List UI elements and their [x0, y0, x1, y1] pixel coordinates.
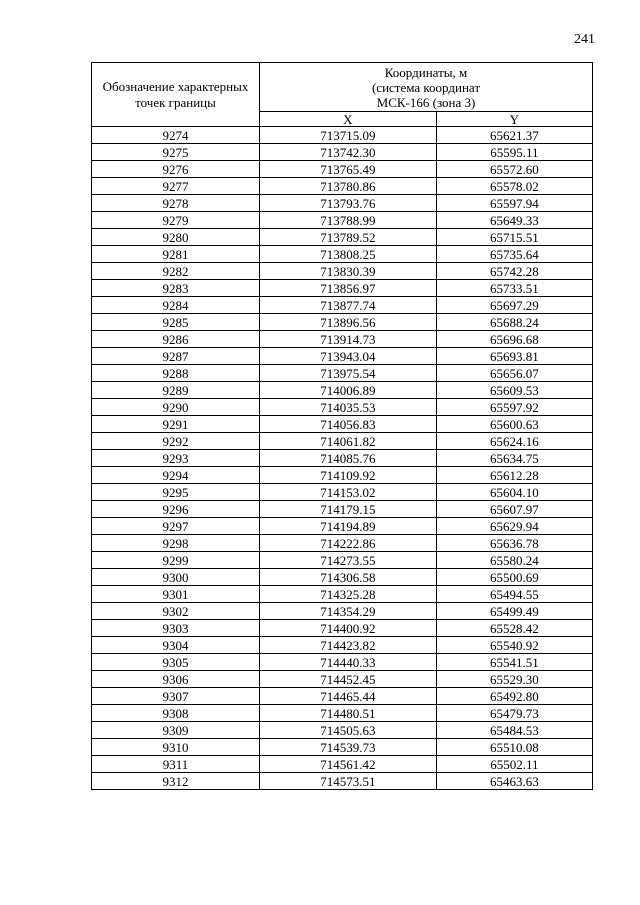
y-coordinate-cell: 65578.02 [436, 178, 592, 195]
x-coordinate-cell: 714465.44 [260, 688, 437, 705]
point-id-cell: 9303 [92, 620, 260, 637]
page-number: 241 [574, 32, 595, 47]
point-id-cell: 9284 [92, 297, 260, 314]
point-id-cell: 9302 [92, 603, 260, 620]
table-row [92, 348, 593, 365]
header-row-top [92, 63, 593, 112]
point-id-cell: 9277 [92, 178, 260, 195]
table-body [92, 127, 593, 790]
x-coordinate-cell: 714222.86 [260, 535, 437, 552]
point-id-cell: 9296 [92, 501, 260, 518]
table-row [92, 739, 593, 756]
x-coordinate-cell: 714505.63 [260, 722, 437, 739]
x-coordinate-cell: 714109.92 [260, 467, 437, 484]
x-coordinate-cell: 714561.42 [260, 756, 437, 773]
x-coordinate-cell: 714400.92 [260, 620, 437, 637]
y-coordinate-cell: 65541.51 [436, 654, 592, 671]
y-coordinate-cell: 65693.81 [436, 348, 592, 365]
table-row [92, 144, 593, 161]
point-id-cell: 9311 [92, 756, 260, 773]
table-row [92, 671, 593, 688]
table-row [92, 773, 593, 790]
y-coordinate-cell: 65604.10 [436, 484, 592, 501]
y-column-header: Y [436, 112, 592, 127]
y-coordinate-cell: 65510.08 [436, 739, 592, 756]
table-row [92, 603, 593, 620]
y-coordinate-cell: 65479.73 [436, 705, 592, 722]
coordinates-header [260, 63, 593, 112]
y-coordinate-cell: 65612.28 [436, 467, 592, 484]
table-row [92, 229, 593, 246]
point-id-cell: 9301 [92, 586, 260, 603]
table-row [92, 280, 593, 297]
y-coordinate-cell: 65572.60 [436, 161, 592, 178]
table-row [92, 620, 593, 637]
point-id-cell: 9307 [92, 688, 260, 705]
coordinates-header-line1: Координаты, м [384, 65, 468, 80]
x-column-header: X [260, 112, 437, 127]
table-row [92, 484, 593, 501]
y-coordinate-cell: 65634.75 [436, 450, 592, 467]
y-coordinate-cell: 65649.33 [436, 212, 592, 229]
y-coordinate-cell: 65540.92 [436, 637, 592, 654]
point-id-cell: 9291 [92, 416, 260, 433]
x-coordinate-cell: 714194.89 [260, 518, 437, 535]
table-row [92, 263, 593, 280]
table-row [92, 314, 593, 331]
table-row [92, 722, 593, 739]
y-coordinate-cell: 65636.78 [436, 535, 592, 552]
x-coordinate-cell: 714306.58 [260, 569, 437, 586]
point-id-cell: 9308 [92, 705, 260, 722]
y-coordinate-cell: 65629.94 [436, 518, 592, 535]
table-header [92, 63, 593, 127]
y-coordinate-cell: 65688.24 [436, 314, 592, 331]
point-id-cell: 9290 [92, 399, 260, 416]
y-coordinate-cell: 65484.53 [436, 722, 592, 739]
y-coordinate-cell: 65733.51 [436, 280, 592, 297]
point-id-cell: 9312 [92, 773, 260, 790]
x-coordinate-cell: 714325.28 [260, 586, 437, 603]
x-coordinate-cell: 714153.02 [260, 484, 437, 501]
x-coordinate-cell: 713877.74 [260, 297, 437, 314]
x-coordinate-cell: 714539.73 [260, 739, 437, 756]
table-row [92, 399, 593, 416]
point-id-cell: 9292 [92, 433, 260, 450]
y-coordinate-cell: 65621.37 [436, 127, 592, 144]
point-id-cell: 9283 [92, 280, 260, 297]
y-coordinate-cell: 65529.30 [436, 671, 592, 688]
x-coordinate-cell: 713856.97 [260, 280, 437, 297]
x-coordinate-cell: 713808.25 [260, 246, 437, 263]
y-coordinate-cell: 65580.24 [436, 552, 592, 569]
table-row [92, 331, 593, 348]
y-coordinate-cell: 65595.11 [436, 144, 592, 161]
point-id-cell: 9275 [92, 144, 260, 161]
point-id-cell: 9300 [92, 569, 260, 586]
x-coordinate-cell: 713943.04 [260, 348, 437, 365]
y-coordinate-cell: 65502.11 [436, 756, 592, 773]
point-id-cell: 9279 [92, 212, 260, 229]
point-id-cell: 9295 [92, 484, 260, 501]
x-coordinate-cell: 714354.29 [260, 603, 437, 620]
x-coordinate-cell: 713914.73 [260, 331, 437, 348]
table-row [92, 195, 593, 212]
point-id-cell: 9286 [92, 331, 260, 348]
y-coordinate-cell: 65494.55 [436, 586, 592, 603]
table-row [92, 756, 593, 773]
table-row [92, 586, 593, 603]
x-coordinate-cell: 713975.54 [260, 365, 437, 382]
point-id-cell: 9304 [92, 637, 260, 654]
y-coordinate-cell: 65528.42 [436, 620, 592, 637]
table-row [92, 178, 593, 195]
table-row [92, 212, 593, 229]
point-id-cell: 9274 [92, 127, 260, 144]
point-id-cell: 9287 [92, 348, 260, 365]
x-coordinate-cell: 713789.52 [260, 229, 437, 246]
y-coordinate-cell: 65697.29 [436, 297, 592, 314]
point-id-cell: 9278 [92, 195, 260, 212]
table-row [92, 688, 593, 705]
x-coordinate-cell: 714179.15 [260, 501, 437, 518]
x-coordinate-cell: 714480.51 [260, 705, 437, 722]
coordinates-header-line3: МСК-166 (зона 3) [376, 95, 476, 110]
x-coordinate-cell: 713742.30 [260, 144, 437, 161]
point-id-cell: 9280 [92, 229, 260, 246]
x-coordinate-cell: 714056.83 [260, 416, 437, 433]
y-coordinate-cell: 65735.64 [436, 246, 592, 263]
table-row [92, 535, 593, 552]
y-coordinate-cell: 65499.49 [436, 603, 592, 620]
y-coordinate-cell: 65656.07 [436, 365, 592, 382]
x-coordinate-cell: 714085.76 [260, 450, 437, 467]
x-coordinate-cell: 713793.76 [260, 195, 437, 212]
y-coordinate-cell: 65624.16 [436, 433, 592, 450]
y-coordinate-cell: 65597.92 [436, 399, 592, 416]
table-row [92, 569, 593, 586]
point-id-cell: 9306 [92, 671, 260, 688]
table-row [92, 127, 593, 144]
table-row [92, 518, 593, 535]
point-id-cell: 9305 [92, 654, 260, 671]
x-coordinate-cell: 713715.09 [260, 127, 437, 144]
point-id-cell: 9289 [92, 382, 260, 399]
point-id-cell: 9299 [92, 552, 260, 569]
point-label-header: Обозначение характерных точек границы [92, 63, 260, 127]
point-id-cell: 9282 [92, 263, 260, 280]
point-id-cell: 9276 [92, 161, 260, 178]
coordinates-header-line2: (система координат [371, 80, 481, 95]
y-coordinate-cell: 65607.97 [436, 501, 592, 518]
y-coordinate-cell: 65600.63 [436, 416, 592, 433]
y-coordinate-cell: 65742.28 [436, 263, 592, 280]
point-id-cell: 9297 [92, 518, 260, 535]
point-id-cell: 9310 [92, 739, 260, 756]
y-coordinate-cell: 65492.80 [436, 688, 592, 705]
x-coordinate-cell: 714035.53 [260, 399, 437, 416]
x-coordinate-cell: 713788.99 [260, 212, 437, 229]
table-row [92, 161, 593, 178]
x-coordinate-cell: 714423.82 [260, 637, 437, 654]
x-coordinate-cell: 714273.55 [260, 552, 437, 569]
table-row [92, 450, 593, 467]
x-coordinate-cell: 714452.45 [260, 671, 437, 688]
table-row [92, 297, 593, 314]
table-row [92, 433, 593, 450]
y-coordinate-cell: 65500.69 [436, 569, 592, 586]
point-id-cell: 9285 [92, 314, 260, 331]
table-row [92, 552, 593, 569]
x-coordinate-cell: 713765.49 [260, 161, 437, 178]
x-coordinate-cell: 713896.56 [260, 314, 437, 331]
y-coordinate-cell: 65609.53 [436, 382, 592, 399]
table-row [92, 246, 593, 263]
x-coordinate-cell: 714573.51 [260, 773, 437, 790]
point-id-cell: 9309 [92, 722, 260, 739]
table-row [92, 705, 593, 722]
x-coordinate-cell: 714006.89 [260, 382, 437, 399]
x-coordinate-cell: 713780.86 [260, 178, 437, 195]
point-id-cell: 9294 [92, 467, 260, 484]
table-row [92, 501, 593, 518]
point-id-cell: 9293 [92, 450, 260, 467]
table-row [92, 654, 593, 671]
x-coordinate-cell: 714440.33 [260, 654, 437, 671]
table-row [92, 382, 593, 399]
y-coordinate-cell: 65696.68 [436, 331, 592, 348]
table-row [92, 365, 593, 382]
table-row [92, 416, 593, 433]
y-coordinate-cell: 65463.63 [436, 773, 592, 790]
point-id-cell: 9298 [92, 535, 260, 552]
y-coordinate-cell: 65715.51 [436, 229, 592, 246]
coordinates-table [91, 62, 593, 790]
x-coordinate-cell: 713830.39 [260, 263, 437, 280]
x-coordinate-cell: 714061.82 [260, 433, 437, 450]
point-id-cell: 9281 [92, 246, 260, 263]
table-row [92, 467, 593, 484]
y-coordinate-cell: 65597.94 [436, 195, 592, 212]
table-row [92, 637, 593, 654]
point-id-cell: 9288 [92, 365, 260, 382]
